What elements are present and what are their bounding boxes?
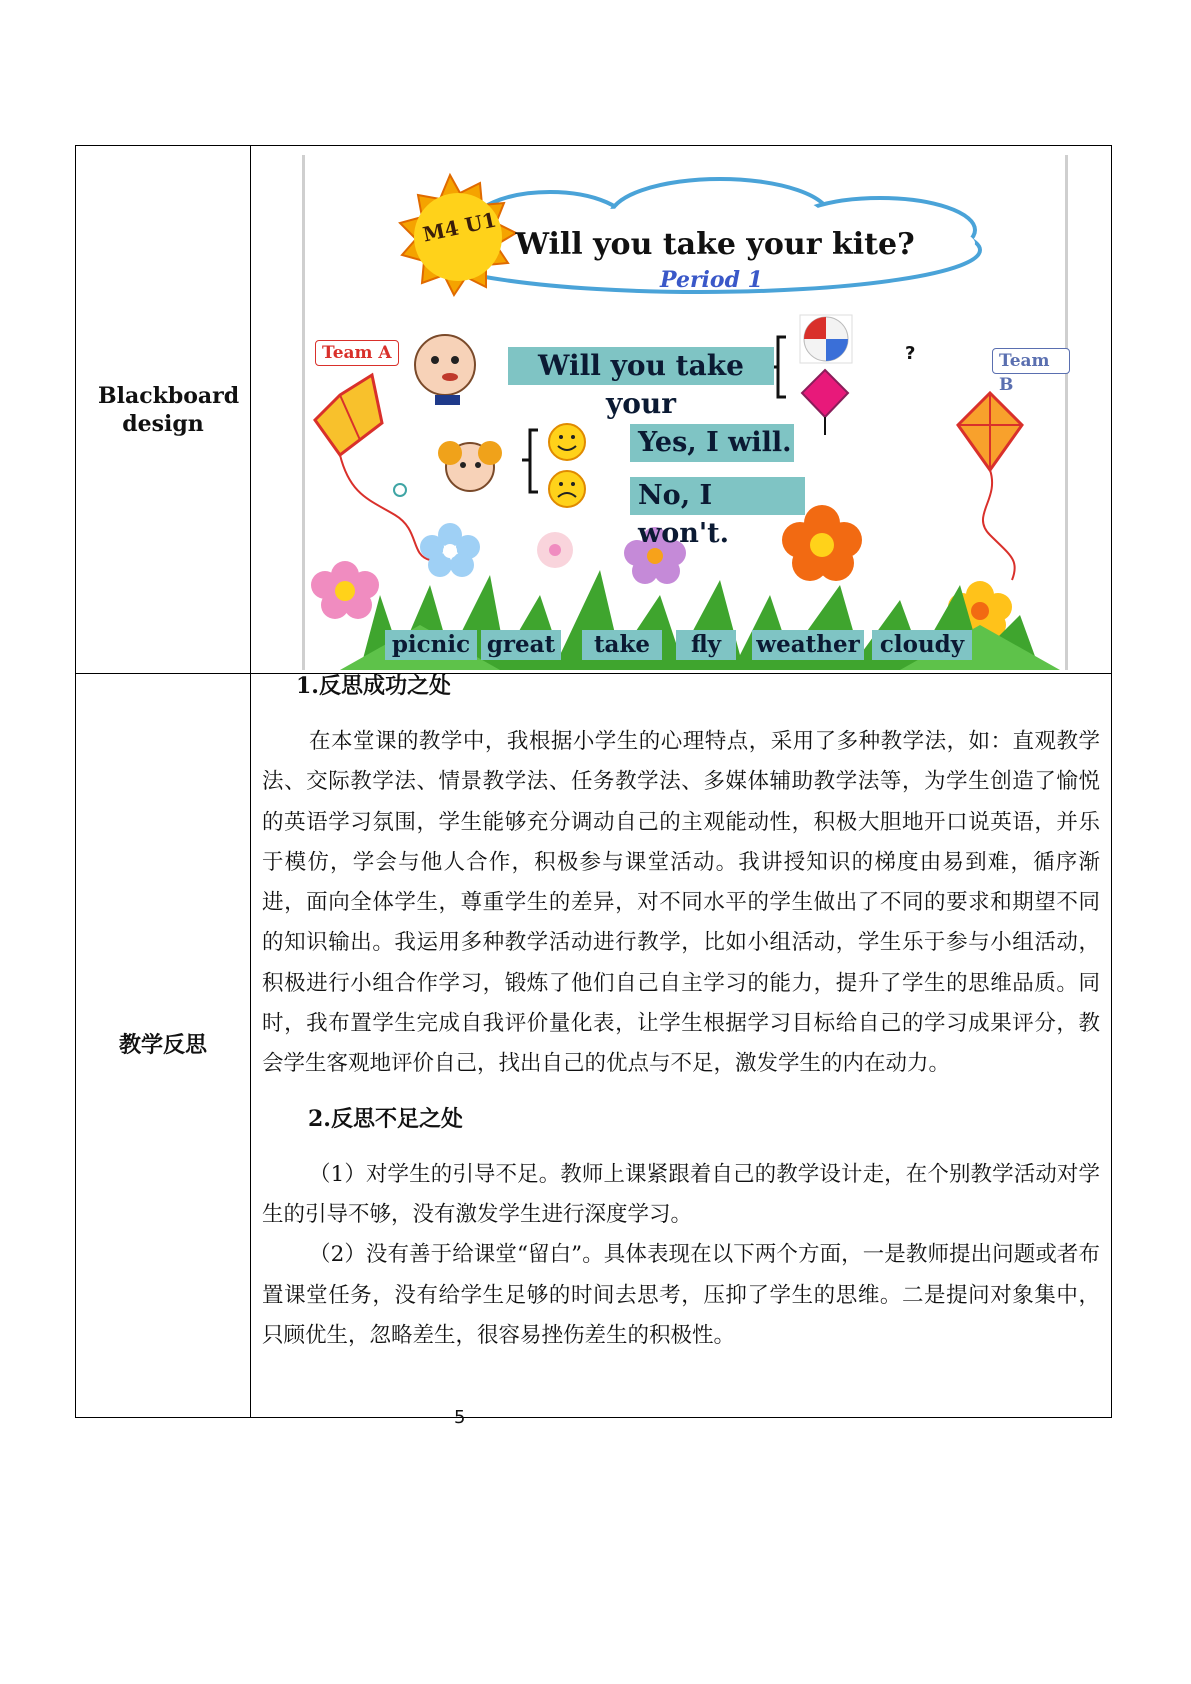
flower-blue-icon xyxy=(420,523,480,577)
ball-icon xyxy=(800,315,852,363)
boy-face-icon xyxy=(415,335,475,405)
blackboard-illustration xyxy=(300,155,1070,670)
word-tile: great xyxy=(481,630,561,660)
word-tile: cloudy xyxy=(872,630,972,660)
reflection-heading-2: 2.反思不足之处 xyxy=(308,1105,463,1132)
reflection-paragraph-2: （1）对学生的引导不足。教师上课紧跟着自己的教学设计走，在个别教学活动对学生的引导不够，没有激发学生进行深度学习。 xyxy=(262,1161,1100,1227)
reflection-content xyxy=(262,672,1100,1356)
row-label-blackboard-text: Blackboard design xyxy=(98,383,240,437)
word-tile: picnic xyxy=(385,630,477,660)
sad-face-icon xyxy=(549,471,585,507)
reflection-heading-1: 1.反思成功之处 xyxy=(296,673,451,699)
girl-face-icon xyxy=(438,441,502,491)
lesson-title: Will you take your kite? xyxy=(515,227,915,262)
team-b-tag: Team B xyxy=(992,348,1070,374)
flower-pink-icon xyxy=(311,561,379,619)
reflection-paragraph-3: （2）没有善于给课堂“留白”。具体表现在以下两个方面，一是教师提出问题或者布置课堂任务，没有给学生足够的时间去思考，压抑了学生的思维。二是提问对象集中，只顾优生，忽略差生，很容易挫伤差生的积极性。 xyxy=(262,1242,1100,1348)
answer-no: No, I won't. xyxy=(630,477,805,515)
row-label-blackboard xyxy=(76,382,250,438)
happy-face-icon xyxy=(549,424,585,460)
flower-peach-icon xyxy=(537,532,573,568)
sun-label: M4 U1 xyxy=(420,207,499,247)
row-label-reflection: 教学反思 xyxy=(118,1032,207,1058)
page-number: 5 xyxy=(454,1407,466,1428)
word-tile: take xyxy=(582,630,662,660)
column-divider xyxy=(250,146,251,1417)
flower-orange-icon xyxy=(782,505,862,581)
answer-bracket xyxy=(522,430,538,492)
question-mark: ? xyxy=(905,343,916,364)
kite-left-icon xyxy=(315,375,430,560)
period-label: Period 1 xyxy=(660,267,763,293)
kite-small-icon xyxy=(802,370,848,435)
answer-yes: Yes, I will. xyxy=(630,424,794,462)
word-tile: fly xyxy=(676,630,736,660)
word-tile: weather xyxy=(752,630,864,660)
kite-right-icon xyxy=(958,393,1022,580)
reflection-paragraph-1: 在本堂课的教学中，我根据小学生的心理特点，采用了多种教学法，如：直观教学法、交际教学法、情景教学法、任务教学法、多媒体辅助教学法等，为学生创造了愉悦的英语学习氛围，学生能够充分调动自己的主观能动性，积极大胆地开口说英语，并乐于模仿，学会与他人合作，积极参与课堂活动。我讲授知识的梯度由易到难，循序渐进，面向全体学生，尊重学生的差异，对不同水平的学生做出了不同的要求和期望不同的知识输出。我运用多种教学活动进行教学，比如小组活动，学生乐于参与小组活动，积极进行小组合作学习，锻炼了他们自己自主学习的能力，提升了学生的思维品质。同时，我布置学生完成自我评价量化表，让学生根据学习目标给自己的学习成果评分，教会学生客观地评价自己，找出自己的优点与不足，激发学生的内在动力。 xyxy=(262,729,1100,1077)
team-a-tag: Team A xyxy=(315,340,399,366)
question-sentence: Will you take your xyxy=(508,347,774,385)
